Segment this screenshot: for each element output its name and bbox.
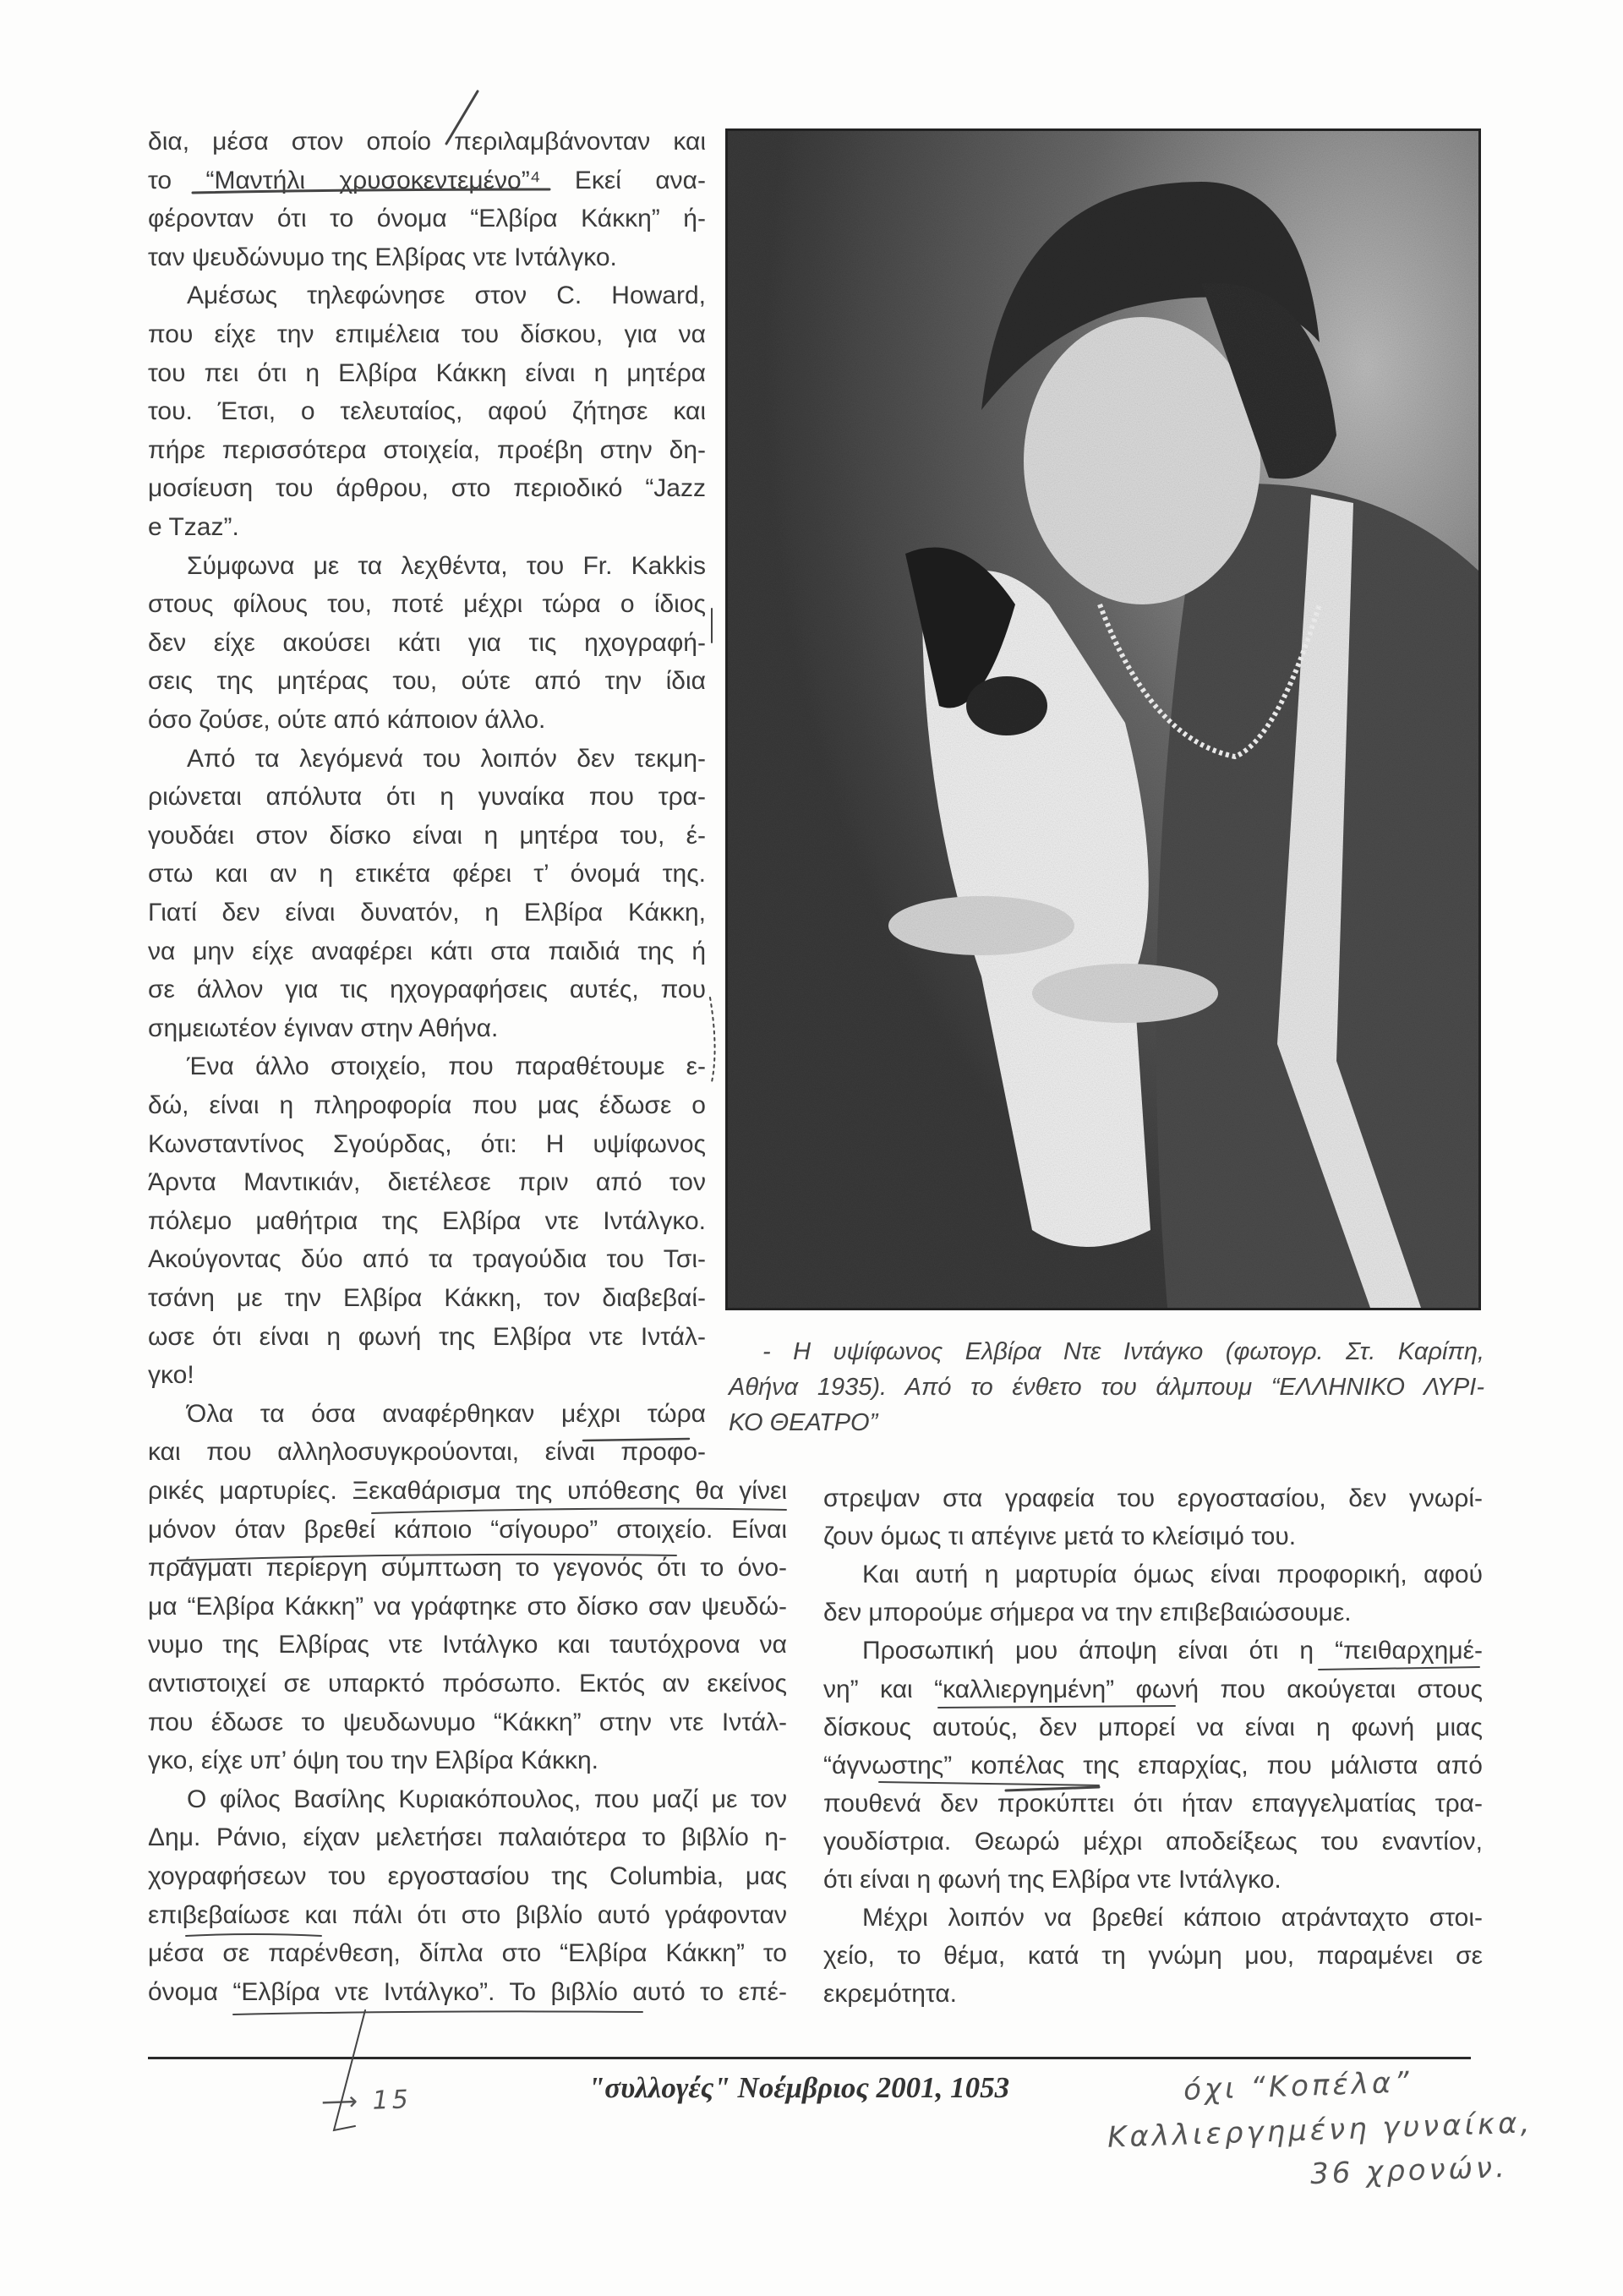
text-line: στους φίλους του, ποτέ μέχρι τώρα ο ίδιος	[148, 590, 706, 619]
text-line: ταν ψευδώνυμο της Ελβίρας ντε Ιντάλγκο.	[148, 243, 617, 271]
text-line: Κωνσταντίνος Σγούρδας, ότι: Η υψίφωνος	[148, 1129, 706, 1158]
text-line: δεν μπορούμε σήμερα να την επιβεβαιώσουμε.	[823, 1599, 1352, 1627]
text-line: δίσκους αυτούς, δεν μπορεί να είναι η φωνή μιας	[823, 1713, 1483, 1741]
text-line: τσάνη με την Ελβίρα Κάκκη, τον διαβεβαί-	[148, 1284, 706, 1312]
portrait-photo	[725, 128, 1481, 1310]
footer-citation: "συλλογές" Νοέμβριος 2001, 1053	[587, 2071, 1010, 2104]
text-line: μόνον όταν βρεθεί κάποιο “σίγουρο” στοιχείο. Είναι	[148, 1515, 787, 1544]
text-line: Σύμφωνα με τα λεχθέντα, του Fr. Kakkis	[187, 551, 706, 580]
text-line: και που αλληλοσυγκρούονται, είναι προφο-	[148, 1438, 706, 1467]
text-line: μοσίευση του άρθρου, στο περιοδικό “Jazz	[148, 474, 706, 503]
photo-image	[728, 131, 1478, 1308]
text-line: μέσα σε παρένθεση, δίπλα στο “Ελβίρα Κάκκη” το	[148, 1939, 787, 1968]
text-line: να μην είχε αναφέρει κάτι στα παιδιά της ή	[148, 937, 706, 965]
footer-rule	[148, 2057, 1471, 2059]
caption-line: - Η υψίφωνος Ελβίρα Ντε Ιντάγκο (φωτογρ. Στ. Καρίπη,	[762, 1338, 1484, 1365]
text-line: Γιατί δεν είναι δυνατόν, η Ελβίρα Κάκκη,	[148, 899, 706, 927]
text-line: σε άλλον για τις ηχογραφήσεις αυτές, που	[148, 976, 706, 1004]
text-line: πόλεμο μαθήτρια της Ελβίρα ντε Ιντάλγκο.	[148, 1206, 706, 1235]
text-line: του πει ότι η Ελβίρα Κάκκη είναι η μητέρα	[148, 358, 706, 387]
text-line: που έδωσε το ψευδωνυμο “Κάκκη” στην ντε Ιντάλ-	[148, 1708, 787, 1736]
text-line: Και αυτή η μαρτυρία όμως είναι προφορική, αφού	[862, 1561, 1483, 1589]
handwritten-note: ⟶ 15	[320, 2085, 413, 2118]
photo-caption	[729, 1334, 1484, 1440]
text-line: ριώνεται απόλυτα ότι η γυναίκα που τρα-	[148, 783, 706, 812]
text-line: γουδίστρια. Θεωρώ μέχρι αποδείξεως του εναντίον,	[823, 1827, 1483, 1856]
text-line: Ένα άλλο στοιχείο, που παραθέτουμε ε-	[187, 1052, 706, 1081]
text-line: γουδάει στον δίσκο είναι η μητέρα του, έ-	[148, 821, 706, 850]
text-line: “άγνωστης” κοπέλας της επαρχίας, που μάλιστα από	[823, 1751, 1483, 1779]
caption-line: ΚΟ ΘΕΑΤΡΟ”	[729, 1409, 878, 1436]
text-line: Όλα τα όσα αναφέρθηκαν μέχρι τώρα	[187, 1399, 706, 1428]
handwritten-note: Καλλιεργημένη γυναίκα,	[1107, 2106, 1533, 2155]
text-line: Δημ. Ράνιο, είχαν μελετήσει παλαιότερα το βιβλίο η-	[148, 1823, 787, 1852]
text-line: γκο!	[148, 1361, 194, 1390]
text-line: Μέχρι λοιπόν να βρεθεί κάποιο ατράνταχτο στοι-	[862, 1904, 1483, 1932]
text-line: εκρεμότητα.	[823, 1980, 957, 2009]
text-line: Αμέσως τηλεφώνησε στον C. Howard,	[187, 282, 706, 310]
text-line: πήρε περισσότερα στοιχεία, προέβη στην δη-	[148, 435, 706, 464]
text-line: σεις της μητέρας του, ούτε από την ίδια	[148, 667, 706, 696]
text-line: Ακούγοντας δύο από τα τραγούδια του Τσι-	[148, 1245, 706, 1274]
caption-line: Αθήνα 1935). Από το ένθετο του άλμπουμ “ΕΛΛΗΝΙΚΟ ΛΥΡΙ-	[729, 1374, 1484, 1401]
text-line: e Tzaz”.	[148, 513, 239, 541]
text-line: ωσε ότι είναι η φωνή της Ελβίρα ντε Ιντάλ-	[148, 1322, 706, 1351]
text-line: χείο, το θέμα, κατά τη γνώμη μου, παραμένει σε	[823, 1942, 1483, 1971]
pen-underline	[233, 2011, 642, 2014]
text-line: το “Μαντήλι χρυσοκεντεμένο”⁴ Εκεί ανα-	[148, 166, 706, 194]
text-line: φέρονταν ότι το όνομα “Ελβίρα Κάκκη” ή-	[148, 205, 706, 233]
text-line: νη” και “καλλιεργημένη” φωνή που ακούγεται στους	[823, 1675, 1483, 1703]
text-line: πράγματι περίεργη σύμπτωση το γεγονός ότι το όνο-	[148, 1554, 787, 1583]
text-line: όνομα “Ελβίρα ντε Ιντάλγκο”. Το βιβλίο αυτό το επέ-	[148, 1977, 787, 2006]
text-line: δεν είχε ακούσει κάτι για τις ηχογραφή-	[148, 628, 706, 657]
text-line: δώ, είναι η πληροφορία που μας έδωσε ο	[148, 1091, 706, 1119]
handwritten-note: 36 χρονών.	[1309, 2150, 1509, 2192]
text-line: επιβεβαίωσε και πάλι ότι στο βιβλίο αυτό γράφονταν	[148, 1900, 787, 1929]
text-line: του. Έτσι, ο τελευταίος, αφού ζήτησε και	[148, 397, 706, 426]
text-line: νυμο της Ελβίρας ντε Ιντάλγκο και ταυτόχρονα να	[148, 1631, 787, 1659]
text-line: στρεψαν στα γραφεία του εργοστασίου, δεν γνωρί-	[823, 1484, 1483, 1512]
text-line: χογραφήσεων του εργοστασίου της Columbia, μας	[148, 1862, 787, 1890]
text-line: Από τα λεγόμενά του λοιπόν δεν τεκμη-	[187, 744, 706, 773]
text-line: Άρντα Μαντικιάν, διετέλεσε πριν από τον	[148, 1168, 706, 1197]
text-line: ζουν όμως τι απέγινε μετά το κλείσιμό του.	[823, 1522, 1297, 1551]
text-line: Ο φίλος Βασίλης Κυριακόπουλος, που μαζί με τον	[187, 1785, 787, 1813]
text-line: που είχε την επιμέλεια του δίσκου, για να	[148, 320, 706, 348]
text-line: Προσωπική μου άποψη είναι ότι η “πειθαρχημέ-	[862, 1637, 1483, 1665]
text-line: όσο ζούσε, ούτε από κάποιον άλλο.	[148, 706, 546, 734]
pen-stroke	[710, 998, 715, 1082]
text-line: σημειωτέον έγιναν στην Αθήνα.	[148, 1014, 499, 1042]
text-line: ρικές μαρτυρίες. Ξεκαθάρισμα της υπόθεσης θα γίνει	[148, 1477, 787, 1505]
text-line: αντιστοιχεί σε υπαρκτό πρόσωπο. Εκτός αν εκείνος	[148, 1670, 787, 1697]
text-line: γκο, είχε υπ’ όψη του την Ελβίρα Κάκκη.	[148, 1747, 598, 1775]
text-line: δια, μέσα στον οποίο περιλαμβάνονταν και	[148, 128, 706, 156]
text-line: μα “Ελβίρα Κάκκη” να γράφτηκε στο δίσκο σαν ψευδώ-	[148, 1592, 787, 1621]
handwritten-note: όχι “Κοπέλα”	[1183, 2065, 1413, 2107]
text-line: πουθενά δεν προκύπτει ότι ήταν επαγγελματίας τρα-	[823, 1789, 1483, 1818]
text-line: ότι είναι η φωνή της Ελβίρα ντε Ιντάλγκο.	[823, 1866, 1281, 1894]
text-line: στω και αν η ετικέτα φέρει τ’ όνομά της.	[148, 860, 706, 888]
